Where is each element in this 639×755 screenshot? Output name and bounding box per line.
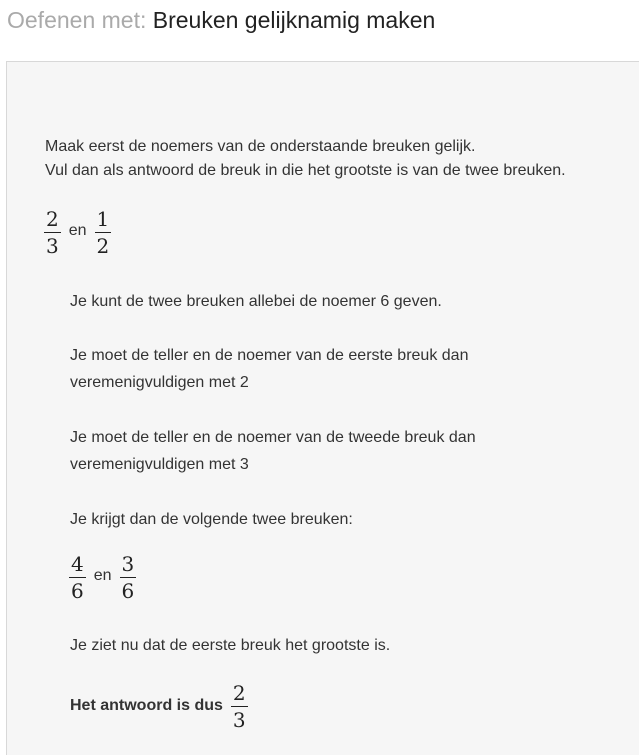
fraction-connector: en (68, 221, 87, 239)
instruction-line-1: Maak eerst de noemers van de onderstaande breuken gelijk. (45, 138, 476, 155)
fraction-bar (231, 706, 248, 707)
answer-fraction (231, 682, 248, 731)
explanation-step-3-line-1: Je moet de teller en de noemer van de tweede breuk dan (70, 429, 476, 446)
explanation-conclusion: Je ziet nu dat de eerste breuk het grootste is. (70, 637, 391, 654)
result-fraction-b (120, 553, 137, 602)
fraction-a (44, 208, 61, 257)
explanation-step-2 (70, 342, 468, 396)
instruction-line-2: Vul dan als antwoord de breuk in die het grootste is van de twee breuken. (45, 162, 566, 179)
fraction-b-numerator: 1 (96, 207, 110, 231)
explanation-step-3 (70, 424, 476, 478)
result-fraction-a-denominator: 6 (71, 579, 84, 603)
explanation-step-3-line-2: veremenigvuldigen met 3 (70, 456, 249, 473)
answer-denominator: 3 (232, 708, 246, 732)
answer-numerator: 2 (232, 681, 246, 705)
fraction-bar (120, 577, 137, 578)
fraction-b (95, 208, 112, 257)
explanation-step-4: Je krijgt dan de volgende twee breuken: (70, 511, 353, 528)
answer-line (70, 682, 248, 731)
explanation-step-2-line-1: Je moet de teller en de noemer van de eerste breuk dan (70, 347, 469, 364)
result-fraction-connector: en (93, 566, 112, 584)
fraction-bar (69, 577, 86, 578)
question-instructions (45, 135, 566, 183)
result-fractions (69, 553, 136, 602)
result-fraction-a-numerator: 4 (71, 552, 84, 576)
fraction-bar (44, 232, 61, 233)
result-fraction-b-denominator: 6 (121, 579, 135, 603)
question-fractions (44, 208, 111, 257)
fraction-b-denominator: 2 (96, 234, 110, 258)
page-title (7, 6, 435, 34)
fraction-a-denominator: 3 (46, 234, 59, 258)
fraction-bar (95, 232, 112, 233)
fraction-a-numerator: 2 (46, 207, 59, 231)
title-topic: Breuken gelijknamig maken (152, 7, 436, 33)
explanation-step-2-line-2: veremenigvuldigen met 2 (70, 374, 249, 391)
result-fraction-b-numerator: 3 (121, 552, 135, 576)
title-prefix: Oefenen met: (7, 7, 147, 33)
explanation-step-1: Je kunt de twee breuken allebei de noemer 6 geven. (70, 293, 442, 310)
answer-label: Het antwoord is dus (70, 696, 223, 714)
result-fraction-a (69, 553, 86, 602)
